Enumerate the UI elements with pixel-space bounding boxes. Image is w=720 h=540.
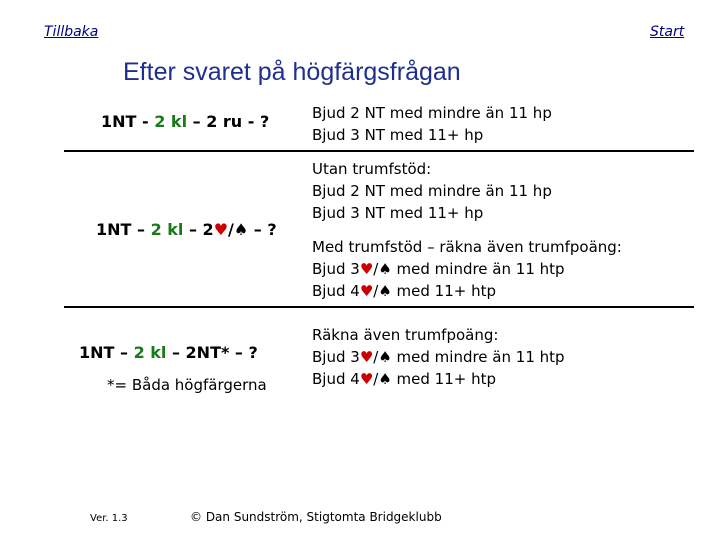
bid-sequence-3: 1NT – 2 kl – 2NT* – ?	[79, 343, 258, 362]
no-fit-line-1: Bjud 2 NT med mindre än 11 hp	[312, 182, 552, 200]
bid-sequence-1: 1NT - 2 kl – 2 ru - ?	[101, 112, 270, 131]
copyright: © Dan Sundström, Stigtomta Bridgeklubb	[190, 510, 442, 524]
divider-1	[64, 150, 694, 152]
page-title: Efter svaret på högfärgsfrågan	[123, 58, 461, 86]
answer-3	[312, 324, 565, 390]
heart-icon: ♥	[359, 282, 374, 300]
answer-1-line-2: Bjud 3 NT med 11+ hp	[312, 126, 484, 144]
heart-icon: ♥	[359, 260, 374, 278]
no-fit-line-2: Bjud 3 NT med 11+ hp	[312, 204, 484, 222]
fit-line-1: Bjud 3♥/♠ med mindre än 11 htp	[312, 260, 565, 278]
fit-line-2: Bjud 4♥/♠ med 11+ htp	[312, 282, 496, 300]
back-link[interactable]: Tillbaka	[44, 24, 99, 40]
divider-2	[64, 306, 694, 308]
answer-2-no-fit	[312, 158, 552, 224]
answer-1-line-1: Bjud 2 NT med mindre än 11 hp	[312, 104, 552, 122]
fit-heading: Med trumfstöd – räkna även trumfpoäng:	[312, 238, 622, 256]
footnote: *= Båda högfärgerna	[107, 376, 267, 394]
bid-sequence-2: 1NT – 2 kl – 2♥/♠ – ?	[96, 220, 277, 239]
start-link[interactable]: Start	[650, 24, 685, 40]
heart-icon: ♥	[213, 220, 229, 239]
answer-3-heading: Räkna även trumfpoäng:	[312, 326, 499, 344]
version-label: Ver. 1.3	[90, 513, 128, 524]
answer-2-fit	[312, 236, 622, 302]
answer-3-line-1: Bjud 3♥/♠ med mindre än 11 htp	[312, 348, 565, 366]
no-fit-heading: Utan trumfstöd:	[312, 160, 432, 178]
answer-3-line-2: Bjud 4♥/♠ med 11+ htp	[312, 370, 496, 388]
answer-1	[312, 102, 552, 146]
heart-icon: ♥	[359, 370, 374, 388]
heart-icon: ♥	[359, 348, 374, 366]
